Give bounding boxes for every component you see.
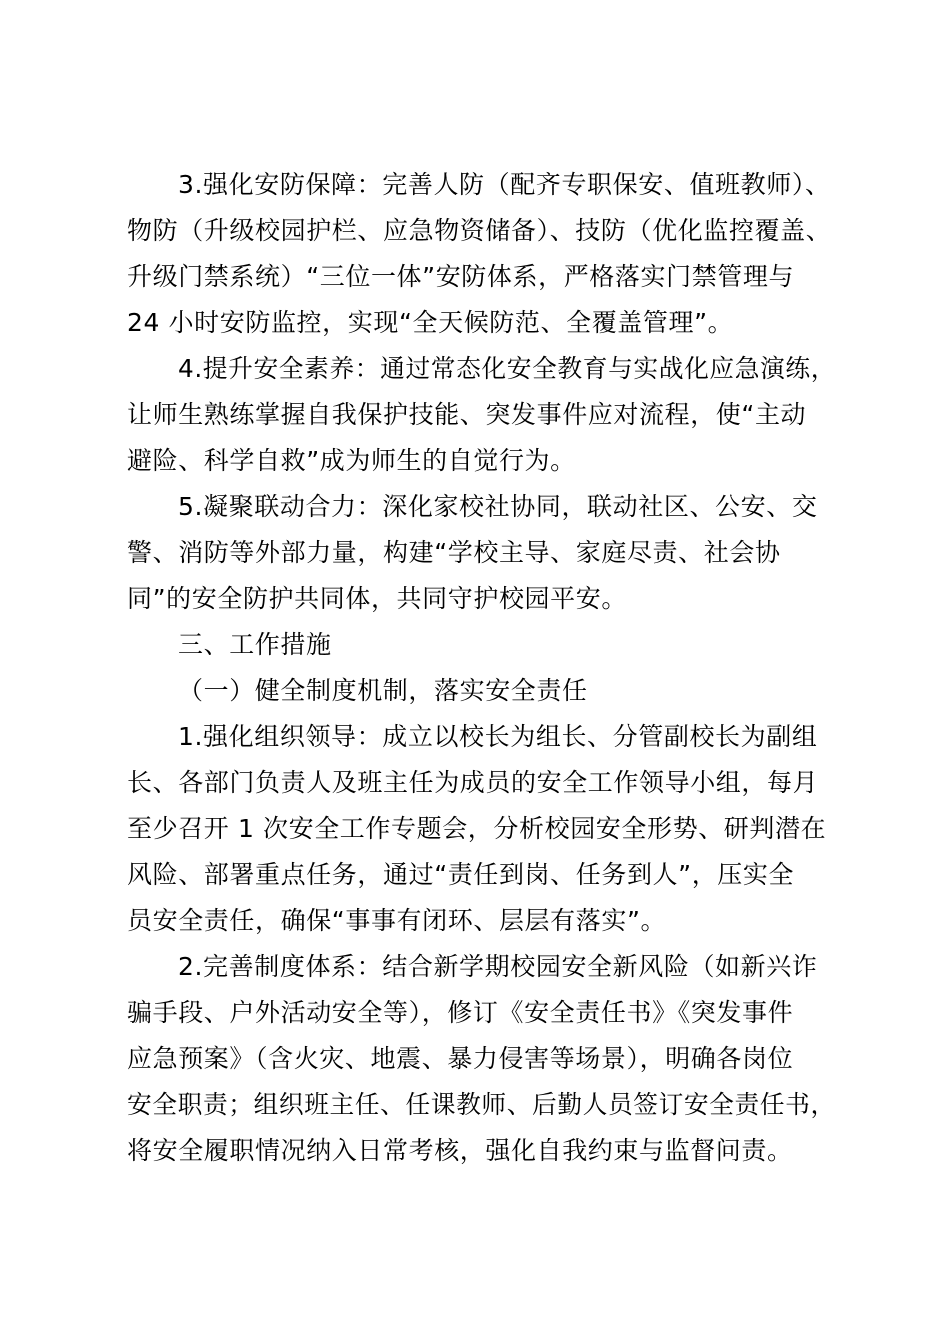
text-line: 2.完善制度体系：结合新学期校园安全新风险（如新兴诈 bbox=[178, 952, 818, 981]
text-line: 24 小时安防监控，实现“全天候防范、全覆盖管理”。 bbox=[127, 308, 734, 337]
text-line: 应急预案》（含火灾、地震、暴力侵害等场景），明确各岗位 bbox=[127, 1044, 794, 1073]
text-line: 物防（升级校园护栏、应急物资储备）、技防（优化监控覆盖、 bbox=[127, 216, 832, 245]
text-line: 5.凝聚联动合力：深化家校社协同，联动社区、公安、交 bbox=[178, 492, 818, 521]
text-line: 让师生熟练掌握自我保护技能、突发事件应对流程，使“主动 bbox=[127, 400, 807, 429]
text-line: 1.强化组织领导：成立以校长为组长、分管副校长为副组 bbox=[178, 722, 818, 751]
text-line: 升级门禁系统）“三位一体”安防体系，严格落实门禁管理与 bbox=[127, 262, 795, 291]
text-line: 员安全责任，确保“事事有闭环、层层有落实”。 bbox=[127, 906, 667, 935]
text-line: 长、各部门负责人及班主任为成员的安全工作领导小组，每月 bbox=[127, 768, 819, 797]
text-line: 避险、科学自救”成为师生的自觉行为。 bbox=[127, 446, 576, 475]
text-line: 警、消防等外部力量，构建“学校主导、家庭尽责、社会协 bbox=[127, 538, 781, 567]
subsection-heading: （一）健全制度机制，落实安全责任 bbox=[178, 676, 588, 705]
text-line: 至少召开 1 次安全工作专题会，分析校园安全形势、研判潜在 bbox=[127, 814, 827, 843]
text-line: 安全职责；组织班主任、任课教师、后勤人员签订安全责任书， bbox=[127, 1090, 836, 1119]
text-line: 3.强化安防保障：完善人防（配齐专职保安、值班教师）、 bbox=[178, 170, 831, 199]
text-line: 将安全履职情况纳入日常考核，强化自我约束与监督问责。 bbox=[127, 1136, 793, 1165]
section-heading: 三、工作措施 bbox=[178, 630, 332, 659]
text-line: 骗手段、户外活动安全等），修订《安全责任书》《突发事件 bbox=[127, 998, 794, 1027]
text-line: 风险、部署重点任务，通过“责任到岗、任务到人”，压实全 bbox=[127, 860, 795, 889]
text-line: 同”的安全防护共同体，共同守护校园平安。 bbox=[127, 584, 627, 613]
text-line: 4.提升安全素养：通过常态化安全教育与实战化应急演练， bbox=[178, 354, 837, 383]
